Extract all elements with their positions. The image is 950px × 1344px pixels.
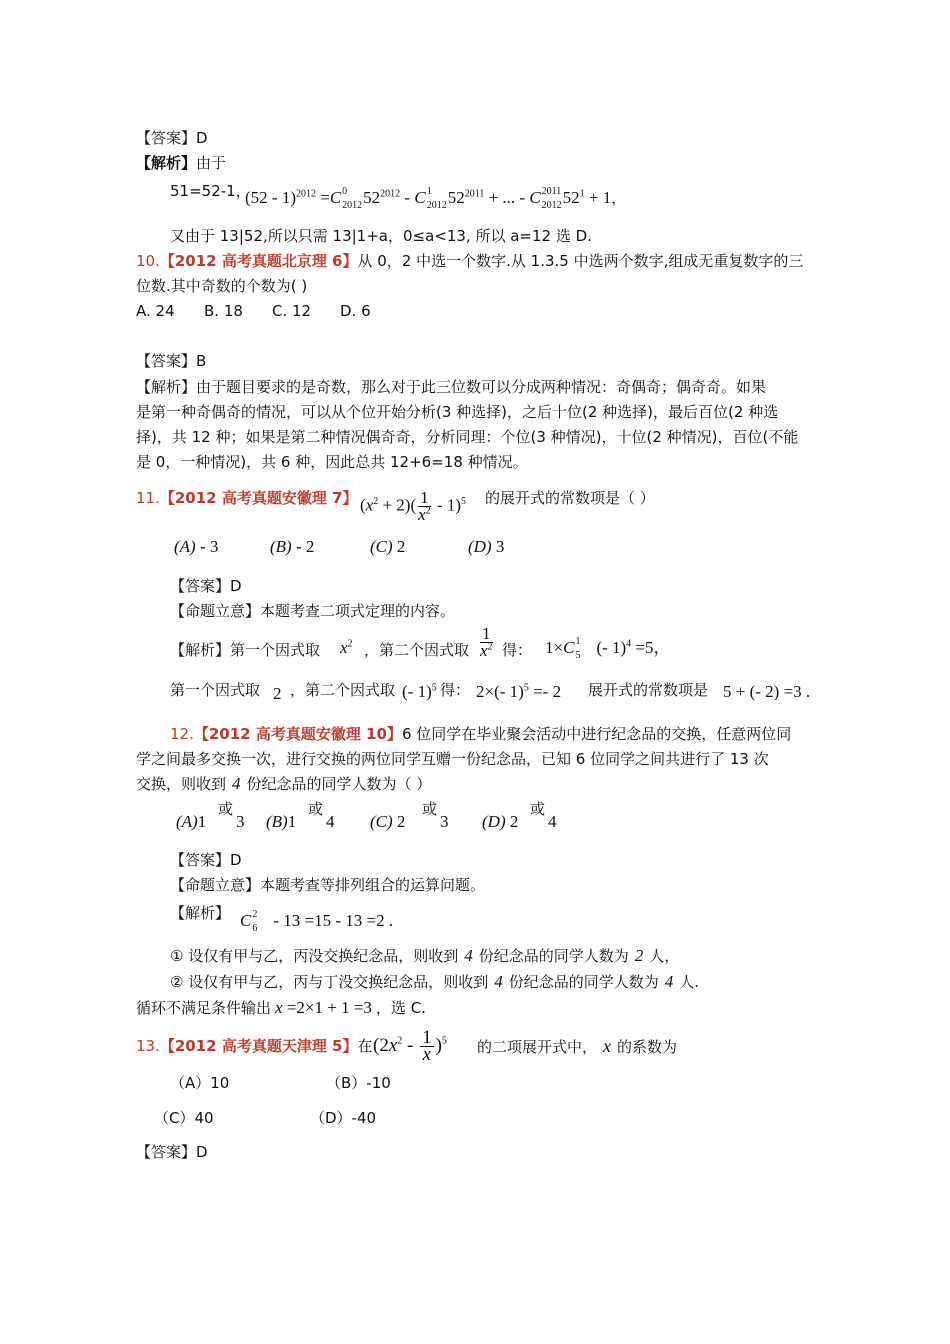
q10-analysis-line4: 是 0，一种情况)，共 6 种，因此总共 12+6=18 种情况。 bbox=[136, 453, 528, 471]
q10-analysis-line3: 择)，共 12 种；如果是第二种情况偶奇奇，分析同理：个位(3 种情况)，十位(2 种情况)，百位(不能 bbox=[136, 428, 799, 446]
q12-or-d: 或 bbox=[530, 800, 546, 818]
q13-expression: ($2x^2$ - $\frac{1}{x}$ )$^5$ bbox=[373, 1027, 447, 1065]
q11-expression: $(x^2 + 2)$( $\frac{1}{x^2}$ - 1)$^5$ bbox=[360, 488, 467, 524]
q13-option-b: （B）-10 bbox=[326, 1074, 391, 1092]
q11-x2: $x^2$ bbox=[340, 638, 353, 657]
q13-option-d: （D）-40 bbox=[310, 1109, 377, 1127]
q11-analysis-a: 【解析】第一个因式取 bbox=[170, 641, 321, 659]
q12-answer: 【答案】D bbox=[170, 851, 242, 869]
q11-stem-tail: 的展开式的常数项是（ ） bbox=[485, 489, 655, 507]
q10-analysis-line1: 【解析】由于题目要求的是奇数，那么对于此三位数可以分成两种情况：奇偶奇；偶奇奇。如果 bbox=[136, 378, 767, 396]
q11-calc1: 1×C 1 5 (- 1)$^4$ =5， bbox=[545, 636, 671, 661]
q11-option-b: (B) - 2 bbox=[270, 537, 315, 556]
q12-tag: 【2012 高考真题安徽理 10】 bbox=[193, 725, 402, 743]
q12-option-b: (B)1 bbox=[266, 812, 297, 831]
q11-stem bbox=[136, 488, 358, 508]
q9-mod-line: 51=52-1， bbox=[170, 182, 251, 200]
q11-option-a: (A) - 3 bbox=[174, 537, 219, 556]
q10-tag: 【2012 高考真题北京理 6】 bbox=[159, 252, 358, 270]
q11-option-c: (C) 2 bbox=[370, 537, 406, 556]
q9-analysis-label: 【解析】 bbox=[136, 154, 197, 172]
q11-answer: 【答案】D bbox=[170, 577, 242, 595]
q9-conclusion: 又由于 13|52,所以只需 13|1+a，0≤a<13, 所以 a=12 选 D. bbox=[170, 227, 592, 245]
q12-loop-output: 循环不满足条件输出 x =2×1 + 1 =3 ，选 C. bbox=[136, 998, 426, 1017]
q11-minus1-pow5: (- 1)$^5$ bbox=[402, 682, 437, 701]
q11-line2-b: ，第二个因式取 bbox=[290, 681, 396, 699]
q12-case1: ① 设仅有甲与乙，丙没交换纪念品，则收到 4 份纪念品的同学人数为 2 人， bbox=[170, 946, 680, 965]
q12-option-c-b: 3 bbox=[440, 812, 449, 831]
q11-two: 2 bbox=[273, 684, 282, 703]
q13-option-a: （A）10 bbox=[170, 1074, 230, 1092]
q10-stem-line2: 位数.其中奇数的个数为( ) bbox=[136, 277, 308, 295]
q12-stem: 12.【2012 高考真题安徽理 10】6 位同学在毕业聚会活动中进行纪念品的交换，任意两位同 bbox=[170, 725, 792, 743]
q12-analysis-label: 【解析】 bbox=[170, 904, 231, 922]
q13-number: 13. bbox=[136, 1037, 160, 1055]
q12-stem-line3: 交换，则收到 4 份纪念品的同学人数为（ ） bbox=[136, 774, 432, 793]
q12-stem-line2: 学之间最多交换一次，进行交换的两位同学互赠一份纪念品，已知 6 位同学之间共进行了 13 次 bbox=[136, 750, 769, 768]
q11-line2-c: 得： bbox=[440, 681, 471, 699]
q12-option-a-b: 3 bbox=[236, 812, 245, 831]
q11-analysis-c: 得： bbox=[502, 641, 533, 659]
q13-tag: 【2012 高考真题天津理 5】 bbox=[159, 1037, 358, 1055]
q12-number: 12. bbox=[170, 725, 194, 743]
q11-intent: 【命题立意】本题考查二项式定理的内容。 bbox=[170, 602, 456, 620]
q11-tag: 【2012 高考真题安徽理 7】 bbox=[159, 489, 358, 507]
q10-option-b: B. 18 bbox=[204, 302, 243, 320]
q12-calc: C 2 6 - 13 =15 - 13 =2 . bbox=[240, 909, 394, 934]
q11-option-d: (D) 3 bbox=[468, 537, 505, 556]
q9-answer: 【答案】D bbox=[136, 129, 208, 147]
q13-option-c: （C）40 bbox=[154, 1109, 214, 1127]
q12-case2: ② 设仅有甲与乙，丙与丁没交换纪念品，则收到 4 份纪念品的同学人数为 4 人. bbox=[170, 972, 700, 991]
q12-intent: 【命题立意】本题考查等排列组合的运算问题。 bbox=[170, 876, 486, 894]
q12-or-b: 或 bbox=[308, 800, 324, 818]
q10-option-a: A. 24 bbox=[136, 302, 175, 320]
q10-analysis-line2: 是第一种奇偶奇的情况，可以从个位开始分析(3 种选择)，之后十位(2 种选择)，最后百位(2 种选 bbox=[136, 403, 779, 421]
q13-stem: 13.【2012 高考真题天津理 5】在 bbox=[136, 1037, 373, 1055]
q10-stem: 10.【2012 高考真题北京理 6】从 0，2 中选一个数字.从 1.3.5 中选两个数字,组成无重复数字的三 bbox=[136, 252, 804, 270]
q11-fraction: $\frac{1}{x^2}$ bbox=[480, 624, 493, 660]
q10-option-d: D. 6 bbox=[340, 302, 371, 320]
q11-analysis-b: ，第二个因式取 bbox=[364, 641, 470, 659]
q13-stem-b: 的二项展开式中， x 的系数为 bbox=[477, 1036, 678, 1056]
q10-option-c: C. 12 bbox=[272, 302, 312, 320]
q11-line2-a: 第一个因式取 bbox=[170, 681, 261, 699]
q12-option-c: (C) 2 bbox=[370, 812, 406, 831]
q11-calc2: 2×(- 1)$^5$ =- 2 bbox=[476, 682, 562, 701]
q11-result: 5 + (- 2) =3 . bbox=[723, 682, 811, 701]
q13-answer: 【答案】D bbox=[136, 1143, 208, 1161]
q10-number: 10. bbox=[136, 252, 160, 270]
q11-number: 11. bbox=[136, 489, 160, 507]
q9-analysis-text: 由于 bbox=[196, 154, 227, 172]
q12-or-a: 或 bbox=[218, 800, 234, 818]
q12-or-c: 或 bbox=[422, 800, 438, 818]
q12-option-d-b: 4 bbox=[548, 812, 557, 831]
q11-line2-d: 展开式的常数项是 bbox=[588, 681, 709, 699]
q12-option-b-b: 4 bbox=[326, 812, 335, 831]
q12-option-d: (D) 2 bbox=[482, 812, 519, 831]
q10-answer: 【答案】B bbox=[136, 352, 207, 370]
q12-option-a: (A)1 bbox=[176, 812, 207, 831]
q9-binomial-expansion: (52 - 1)$^{2012}$ =C 0 2012 $52^{2012}$ - C 1 2012 $52^{2011}$ + ... - C 2011 2012 $52^1 + 1$， bbox=[245, 186, 627, 211]
q9-analysis bbox=[136, 153, 226, 173]
